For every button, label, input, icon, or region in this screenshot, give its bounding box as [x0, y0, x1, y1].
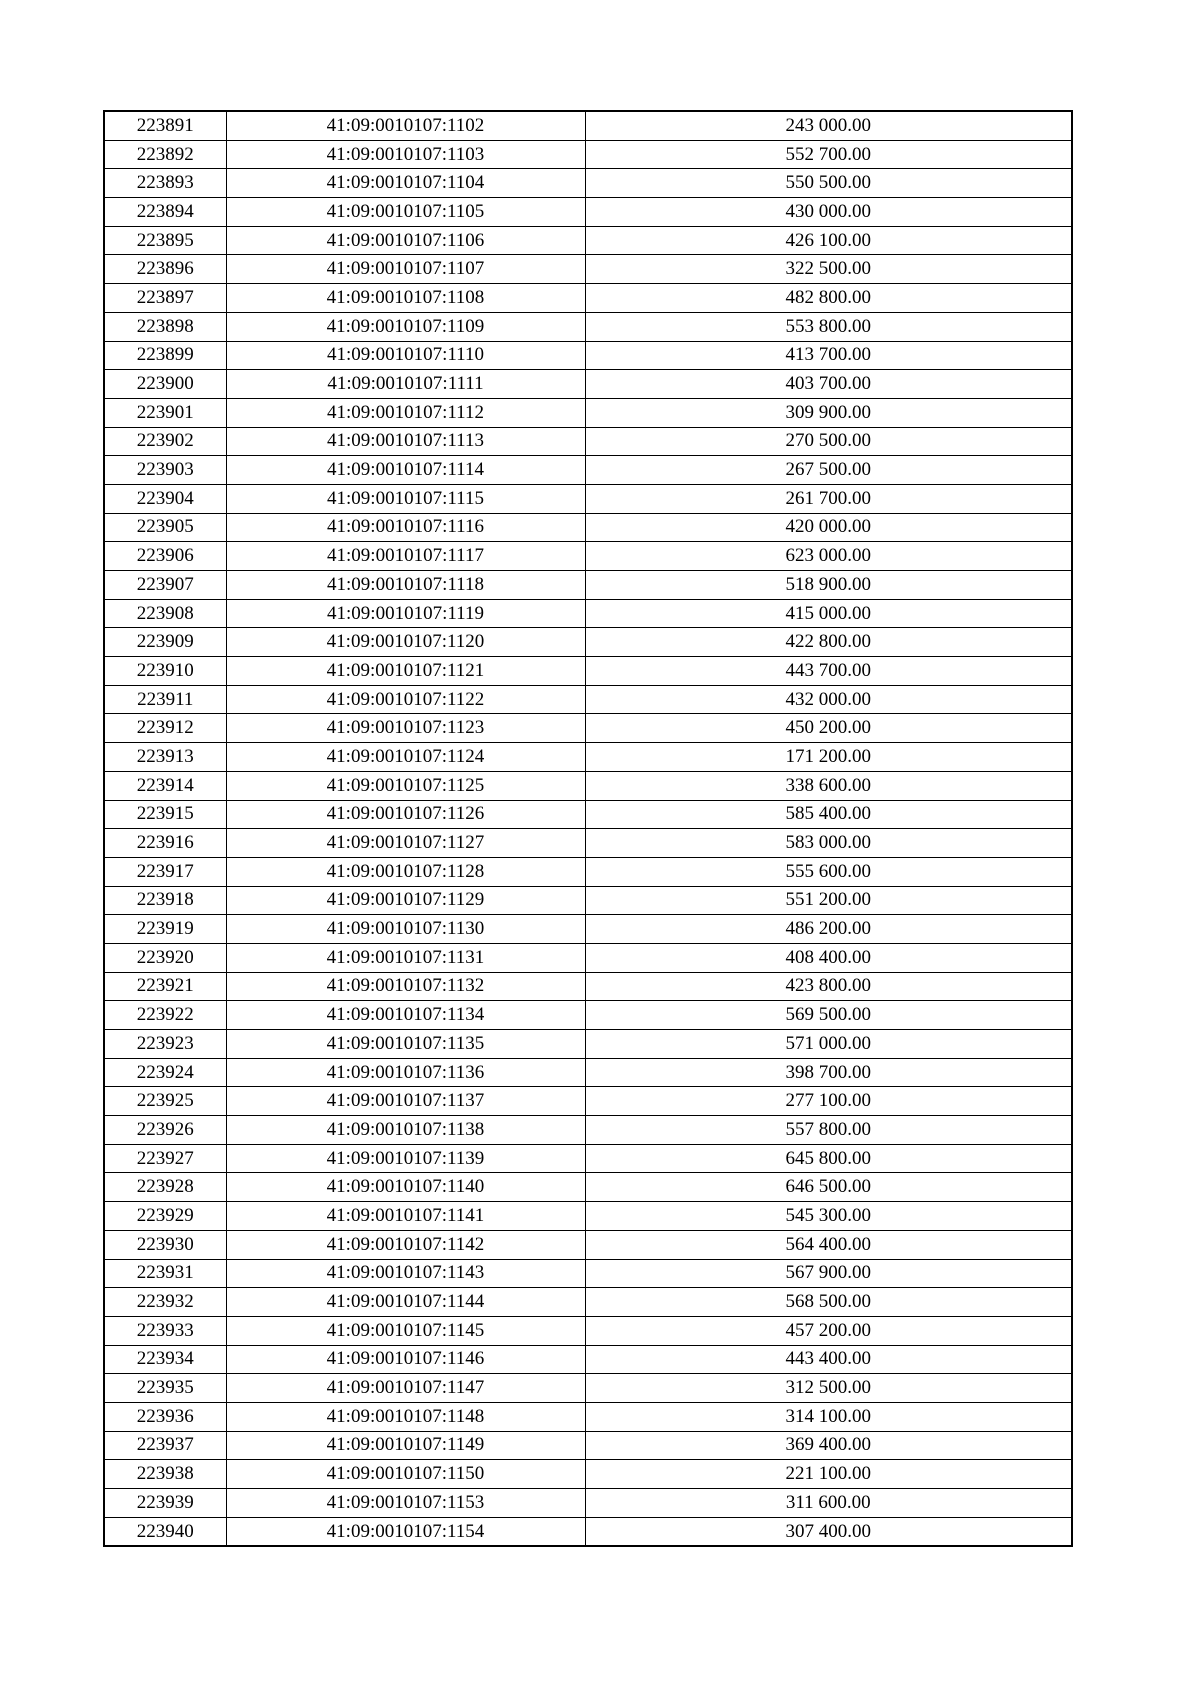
cadastral-value-cell: 443 400.00: [585, 1345, 1072, 1374]
cadastral-value-cell: 568 500.00: [585, 1288, 1072, 1317]
row-number-cell: 223920: [104, 943, 226, 972]
cadastral-number-cell: 41:09:0010107:1142: [226, 1230, 585, 1259]
row-number-cell: 223931: [104, 1259, 226, 1288]
cadastral-value-cell: 571 000.00: [585, 1030, 1072, 1059]
table-row: [104, 140, 1072, 169]
table-row: [104, 1431, 1072, 1460]
cadastral-value-cell: 413 700.00: [585, 341, 1072, 370]
table-row: [104, 1030, 1072, 1059]
row-number-cell: 223902: [104, 427, 226, 456]
table-row: [104, 1489, 1072, 1518]
table-row: [104, 1460, 1072, 1489]
cadastral-value-cell: 557 800.00: [585, 1116, 1072, 1145]
row-number-cell: 223936: [104, 1402, 226, 1431]
cadastral-value-cell: 552 700.00: [585, 140, 1072, 169]
cadastral-value-cell: 403 700.00: [585, 370, 1072, 399]
table-row: [104, 571, 1072, 600]
table-row: [104, 657, 1072, 686]
row-number-cell: 223925: [104, 1087, 226, 1116]
row-number-cell: 223899: [104, 341, 226, 370]
table-row: [104, 599, 1072, 628]
cadastral-number-cell: 41:09:0010107:1113: [226, 427, 585, 456]
table-row: [104, 1230, 1072, 1259]
cadastral-number-cell: 41:09:0010107:1114: [226, 456, 585, 485]
cadastral-value-cell: 585 400.00: [585, 800, 1072, 829]
row-number-cell: 223927: [104, 1144, 226, 1173]
cadastral-number-cell: 41:09:0010107:1154: [226, 1517, 585, 1546]
row-number-cell: 223924: [104, 1058, 226, 1087]
table-row: [104, 857, 1072, 886]
row-number-cell: 223929: [104, 1202, 226, 1231]
cadastral-value-cell: 432 000.00: [585, 685, 1072, 714]
cadastral-number-cell: 41:09:0010107:1105: [226, 198, 585, 227]
cadastral-number-cell: 41:09:0010107:1111: [226, 370, 585, 399]
cadastral-number-cell: 41:09:0010107:1150: [226, 1460, 585, 1489]
row-number-cell: 223926: [104, 1116, 226, 1145]
cadastral-value-cell: 555 600.00: [585, 857, 1072, 886]
cadastral-value-cell: 567 900.00: [585, 1259, 1072, 1288]
cadastral-number-cell: 41:09:0010107:1153: [226, 1489, 585, 1518]
table-row: [104, 341, 1072, 370]
cadastral-value-cell: 422 800.00: [585, 628, 1072, 657]
table-row: [104, 1402, 1072, 1431]
row-number-cell: 223921: [104, 972, 226, 1001]
cadastral-number-cell: 41:09:0010107:1118: [226, 571, 585, 600]
cadastral-number-cell: 41:09:0010107:1106: [226, 226, 585, 255]
cadastral-number-cell: 41:09:0010107:1149: [226, 1431, 585, 1460]
cadastral-number-cell: 41:09:0010107:1127: [226, 829, 585, 858]
table-row: [104, 513, 1072, 542]
cadastral-number-cell: 41:09:0010107:1139: [226, 1144, 585, 1173]
cadastral-number-cell: 41:09:0010107:1126: [226, 800, 585, 829]
row-number-cell: 223901: [104, 398, 226, 427]
row-number-cell: 223905: [104, 513, 226, 542]
row-number-cell: 223932: [104, 1288, 226, 1317]
table-row: [104, 398, 1072, 427]
table-row: [104, 427, 1072, 456]
cadastral-number-cell: 41:09:0010107:1140: [226, 1173, 585, 1202]
row-number-cell: 223907: [104, 571, 226, 600]
cadastral-number-cell: 41:09:0010107:1148: [226, 1402, 585, 1431]
cadastral-number-cell: 41:09:0010107:1107: [226, 255, 585, 284]
cadastral-value-cell: 551 200.00: [585, 886, 1072, 915]
cadastral-value-cell: 338 600.00: [585, 771, 1072, 800]
cadastral-value-cell: 270 500.00: [585, 427, 1072, 456]
row-number-cell: 223897: [104, 284, 226, 313]
cadastral-number-cell: 41:09:0010107:1136: [226, 1058, 585, 1087]
cadastral-value-cell: 645 800.00: [585, 1144, 1072, 1173]
row-number-cell: 223912: [104, 714, 226, 743]
cadastral-value-cell: 553 800.00: [585, 312, 1072, 341]
table-row: [104, 370, 1072, 399]
row-number-cell: 223917: [104, 857, 226, 886]
cadastral-number-cell: 41:09:0010107:1117: [226, 542, 585, 571]
cadastral-value-cell: 443 700.00: [585, 657, 1072, 686]
row-number-cell: 223935: [104, 1374, 226, 1403]
table-row: [104, 1173, 1072, 1202]
table-row: [104, 1202, 1072, 1231]
cadastral-value-cell: 243 000.00: [585, 111, 1072, 140]
row-number-cell: 223923: [104, 1030, 226, 1059]
table-row: [104, 1288, 1072, 1317]
row-number-cell: 223918: [104, 886, 226, 915]
row-number-cell: 223922: [104, 1001, 226, 1030]
row-number-cell: 223908: [104, 599, 226, 628]
cadastral-value-cell: 450 200.00: [585, 714, 1072, 743]
table-row: [104, 226, 1072, 255]
cadastral-number-cell: 41:09:0010107:1141: [226, 1202, 585, 1231]
cadastral-value-cell: 646 500.00: [585, 1173, 1072, 1202]
cadastral-number-cell: 41:09:0010107:1137: [226, 1087, 585, 1116]
cadastral-value-cell: 221 100.00: [585, 1460, 1072, 1489]
cadastral-number-cell: 41:09:0010107:1138: [226, 1116, 585, 1145]
table-row: [104, 1058, 1072, 1087]
cadastral-number-cell: 41:09:0010107:1116: [226, 513, 585, 542]
table-body: [104, 111, 1072, 1546]
cadastral-value-table: [103, 110, 1073, 1547]
cadastral-number-cell: 41:09:0010107:1146: [226, 1345, 585, 1374]
row-number-cell: 223892: [104, 140, 226, 169]
row-number-cell: 223930: [104, 1230, 226, 1259]
table-row: [104, 685, 1072, 714]
row-number-cell: 223933: [104, 1316, 226, 1345]
cadastral-value-cell: 415 000.00: [585, 599, 1072, 628]
cadastral-number-cell: 41:09:0010107:1125: [226, 771, 585, 800]
cadastral-value-cell: 550 500.00: [585, 169, 1072, 198]
cadastral-value-cell: 309 900.00: [585, 398, 1072, 427]
row-number-cell: 223909: [104, 628, 226, 657]
row-number-cell: 223911: [104, 685, 226, 714]
cadastral-value-cell: 545 300.00: [585, 1202, 1072, 1231]
cadastral-value-cell: 369 400.00: [585, 1431, 1072, 1460]
cadastral-number-cell: 41:09:0010107:1134: [226, 1001, 585, 1030]
cadastral-value-cell: 426 100.00: [585, 226, 1072, 255]
table-row: [104, 542, 1072, 571]
table-row: [104, 714, 1072, 743]
row-number-cell: 223896: [104, 255, 226, 284]
cadastral-value-cell: 420 000.00: [585, 513, 1072, 542]
table-row: [104, 1259, 1072, 1288]
cadastral-value-cell: 569 500.00: [585, 1001, 1072, 1030]
cadastral-number-cell: 41:09:0010107:1121: [226, 657, 585, 686]
row-number-cell: 223934: [104, 1345, 226, 1374]
cadastral-number-cell: 41:09:0010107:1103: [226, 140, 585, 169]
cadastral-value-cell: 261 700.00: [585, 484, 1072, 513]
table-row: [104, 1087, 1072, 1116]
cadastral-number-cell: 41:09:0010107:1145: [226, 1316, 585, 1345]
table-row: [104, 255, 1072, 284]
cadastral-value-cell: 307 400.00: [585, 1517, 1072, 1546]
cadastral-value-cell: 564 400.00: [585, 1230, 1072, 1259]
row-number-cell: 223940: [104, 1517, 226, 1546]
cadastral-value-cell: 623 000.00: [585, 542, 1072, 571]
table-row: [104, 169, 1072, 198]
cadastral-value-cell: 398 700.00: [585, 1058, 1072, 1087]
cadastral-number-cell: 41:09:0010107:1128: [226, 857, 585, 886]
cadastral-value-cell: 322 500.00: [585, 255, 1072, 284]
cadastral-number-cell: 41:09:0010107:1132: [226, 972, 585, 1001]
cadastral-number-cell: 41:09:0010107:1130: [226, 915, 585, 944]
cadastral-number-cell: 41:09:0010107:1147: [226, 1374, 585, 1403]
table-row: [104, 484, 1072, 513]
cadastral-number-cell: 41:09:0010107:1102: [226, 111, 585, 140]
table-row: [104, 312, 1072, 341]
row-number-cell: 223904: [104, 484, 226, 513]
cadastral-value-cell: 423 800.00: [585, 972, 1072, 1001]
table-row: [104, 284, 1072, 313]
row-number-cell: 223891: [104, 111, 226, 140]
cadastral-value-cell: 482 800.00: [585, 284, 1072, 313]
cadastral-number-cell: 41:09:0010107:1104: [226, 169, 585, 198]
cadastral-number-cell: 41:09:0010107:1129: [226, 886, 585, 915]
table-row: [104, 1345, 1072, 1374]
cadastral-value-cell: 408 400.00: [585, 943, 1072, 972]
cadastral-value-cell: 267 500.00: [585, 456, 1072, 485]
row-number-cell: 223898: [104, 312, 226, 341]
table-row: [104, 743, 1072, 772]
table-row: [104, 1116, 1072, 1145]
table-row: [104, 915, 1072, 944]
table-row: [104, 771, 1072, 800]
table-row: [104, 829, 1072, 858]
table-row: [104, 628, 1072, 657]
row-number-cell: 223937: [104, 1431, 226, 1460]
table-row: [104, 1316, 1072, 1345]
table-row: [104, 1374, 1072, 1403]
table-row: [104, 972, 1072, 1001]
cadastral-number-cell: 41:09:0010107:1143: [226, 1259, 585, 1288]
table-row: [104, 1144, 1072, 1173]
table-row: [104, 456, 1072, 485]
table-row: [104, 1517, 1072, 1546]
row-number-cell: 223916: [104, 829, 226, 858]
row-number-cell: 223894: [104, 198, 226, 227]
cadastral-number-cell: 41:09:0010107:1122: [226, 685, 585, 714]
cadastral-value-cell: 312 500.00: [585, 1374, 1072, 1403]
cadastral-number-cell: 41:09:0010107:1135: [226, 1030, 585, 1059]
cadastral-number-cell: 41:09:0010107:1131: [226, 943, 585, 972]
row-number-cell: 223910: [104, 657, 226, 686]
cadastral-value-cell: 430 000.00: [585, 198, 1072, 227]
cadastral-number-cell: 41:09:0010107:1112: [226, 398, 585, 427]
cadastral-value-cell: 171 200.00: [585, 743, 1072, 772]
cadastral-value-cell: 311 600.00: [585, 1489, 1072, 1518]
cadastral-number-cell: 41:09:0010107:1109: [226, 312, 585, 341]
row-number-cell: 223913: [104, 743, 226, 772]
row-number-cell: 223928: [104, 1173, 226, 1202]
cadastral-number-cell: 41:09:0010107:1120: [226, 628, 585, 657]
row-number-cell: 223938: [104, 1460, 226, 1489]
cadastral-number-cell: 41:09:0010107:1124: [226, 743, 585, 772]
table-row: [104, 800, 1072, 829]
row-number-cell: 223900: [104, 370, 226, 399]
row-number-cell: 223915: [104, 800, 226, 829]
table-row: [104, 943, 1072, 972]
cadastral-value-cell: 457 200.00: [585, 1316, 1072, 1345]
row-number-cell: 223906: [104, 542, 226, 571]
cadastral-number-cell: 41:09:0010107:1108: [226, 284, 585, 313]
table-row: [104, 198, 1072, 227]
table-row: [104, 111, 1072, 140]
row-number-cell: 223914: [104, 771, 226, 800]
table-row: [104, 886, 1072, 915]
row-number-cell: 223919: [104, 915, 226, 944]
cadastral-value-cell: 277 100.00: [585, 1087, 1072, 1116]
cadastral-value-cell: 486 200.00: [585, 915, 1072, 944]
table-row: [104, 1001, 1072, 1030]
cadastral-value-cell: 583 000.00: [585, 829, 1072, 858]
cadastral-number-cell: 41:09:0010107:1110: [226, 341, 585, 370]
cadastral-value-cell: 314 100.00: [585, 1402, 1072, 1431]
row-number-cell: 223893: [104, 169, 226, 198]
row-number-cell: 223895: [104, 226, 226, 255]
cadastral-number-cell: 41:09:0010107:1144: [226, 1288, 585, 1317]
row-number-cell: 223939: [104, 1489, 226, 1518]
cadastral-number-cell: 41:09:0010107:1123: [226, 714, 585, 743]
row-number-cell: 223903: [104, 456, 226, 485]
cadastral-value-cell: 518 900.00: [585, 571, 1072, 600]
cadastral-number-cell: 41:09:0010107:1119: [226, 599, 585, 628]
cadastral-number-cell: 41:09:0010107:1115: [226, 484, 585, 513]
